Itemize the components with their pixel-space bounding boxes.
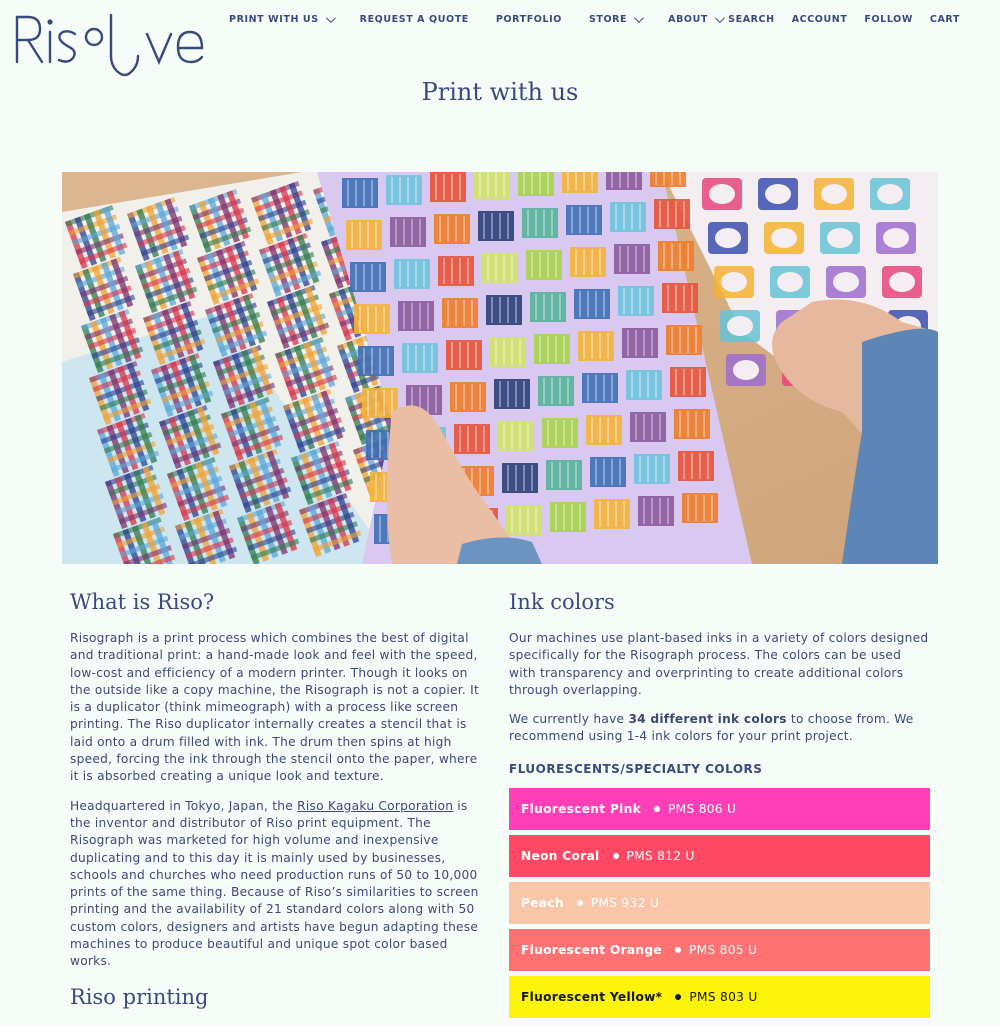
nav-item-label: REQUEST A QUOTE: [359, 14, 469, 25]
riso-printing-heading: Riso printing: [70, 984, 209, 1009]
nav-item-label: PORTFOLIO: [495, 14, 562, 25]
ink-count: 34 different ink colors: [628, 712, 787, 727]
bullet-icon: [675, 994, 681, 1000]
swatch-pms: PMS 812 U: [626, 848, 695, 863]
nav-item-label: PRINT WITH US: [229, 14, 319, 25]
nav-item-portfolio[interactable]: [496, 14, 562, 25]
utility-cart-link[interactable]: CART: [929, 14, 960, 25]
what-is-riso-paragraph-1: Risograph is a print process which combines the best of digital and traditional print: a hand-made look and feel with the speed, low-cost and efficiency of a modern printer. Though it looks on the outside like a copy machine, the Risograph is not a copier. It is a duplicator (think mimeograph) with a process like screen printing. The Riso duplicator internally creates a stencil that is laid onto a drum filled with ink. The drum then spins at high speed, forcing the ink through the stencil onto the paper, where it is absorbed creating a unique look and texture.: [70, 631, 480, 784]
nav-item-label: STORE: [588, 14, 628, 25]
ink-swatch: [509, 788, 930, 830]
p2-text-before: Headquartered in Tokyo, Japan, the: [70, 798, 298, 813]
p2-text-before: We currently have: [509, 712, 629, 727]
swatch-name: Fluorescent Yellow*: [521, 989, 663, 1004]
ink-colors-paragraph-1: Our machines use plant-based inks in a variety of colors designed specifically for the Risograph process. The colors can be used with transparency and overprinting to create additional colors through overlapping.: [509, 631, 929, 697]
bullet-icon: [654, 806, 660, 812]
fluorescents-subheading: FLUORESCENTS/SPECIALTY COLORS: [509, 761, 763, 776]
swatch-name: Peach: [521, 895, 564, 910]
ink-swatch: [509, 929, 930, 971]
what-is-riso-section: [70, 590, 490, 1025]
hero-image: [62, 172, 938, 564]
bullet-icon: [675, 947, 681, 953]
swatch-name: Fluorescent Pink: [521, 801, 642, 816]
swatch-name: Neon Coral: [521, 848, 600, 863]
page-title: Print with us: [421, 78, 579, 106]
utility-account-link[interactable]: ACCOUNT: [791, 14, 848, 25]
p2-text-after: to choose from. We recommend using 1-4 ink colors for your print project.: [509, 712, 914, 744]
nav-item-request-a-quote[interactable]: [360, 14, 469, 25]
riso-kagaku-link[interactable]: Riso Kagaku Corporation: [297, 798, 454, 813]
what-is-riso-heading: What is Riso?: [70, 590, 215, 614]
chevron-down-icon: [634, 13, 644, 23]
logo-wordmark: [14, 10, 204, 80]
ink-colors-paragraph-2: [509, 711, 929, 746]
bullet-icon: [613, 853, 619, 859]
swatch-pms: PMS 932 U: [590, 895, 660, 910]
nav-item-store[interactable]: [589, 14, 641, 25]
swatch-name: Fluorescent Orange: [521, 942, 662, 957]
utility-nav: [711, 14, 960, 25]
swatch-pms: PMS 806 U: [668, 801, 737, 816]
chevron-down-icon: [326, 13, 336, 23]
ink-colors-section: [509, 590, 929, 1023]
nav-item-label: ABOUT: [668, 14, 709, 25]
p2-text-after: is the inventor and distributor of Riso print equipment. The Risograph was marketed for high volume and inexpensive duplicating and to this day it is mainly used by businesses, schools and churches who need production runs of 50 to 10,000 prints of the same thing. Because of Riso’s similarities to screen printing and the availability of 21 standard colors along with 50 custom colors, designers and artists have begun adapting these machines to produce beautiful and unique spot color based works.: [70, 798, 479, 969]
main-nav: [229, 14, 749, 25]
riso-prints-photo: [62, 172, 938, 564]
bullet-icon: [577, 900, 583, 906]
swatch-list: [509, 788, 929, 1018]
site-header: [0, 0, 1000, 80]
ink-colors-heading: Ink colors: [509, 590, 615, 614]
utility-follow-link[interactable]: FOLLOW: [864, 14, 913, 25]
ink-swatch: [509, 976, 930, 1018]
ink-swatch: [509, 882, 930, 924]
what-is-riso-paragraph-2: [70, 798, 490, 971]
nav-item-print-with-us[interactable]: [229, 14, 333, 25]
utility-search-link[interactable]: SEARCH: [728, 14, 775, 25]
swatch-pms: PMS 805 U: [688, 942, 758, 957]
swatch-pms: PMS 803 U: [689, 989, 758, 1004]
risolve-logo[interactable]: [14, 10, 204, 80]
ink-swatch: [509, 835, 930, 877]
